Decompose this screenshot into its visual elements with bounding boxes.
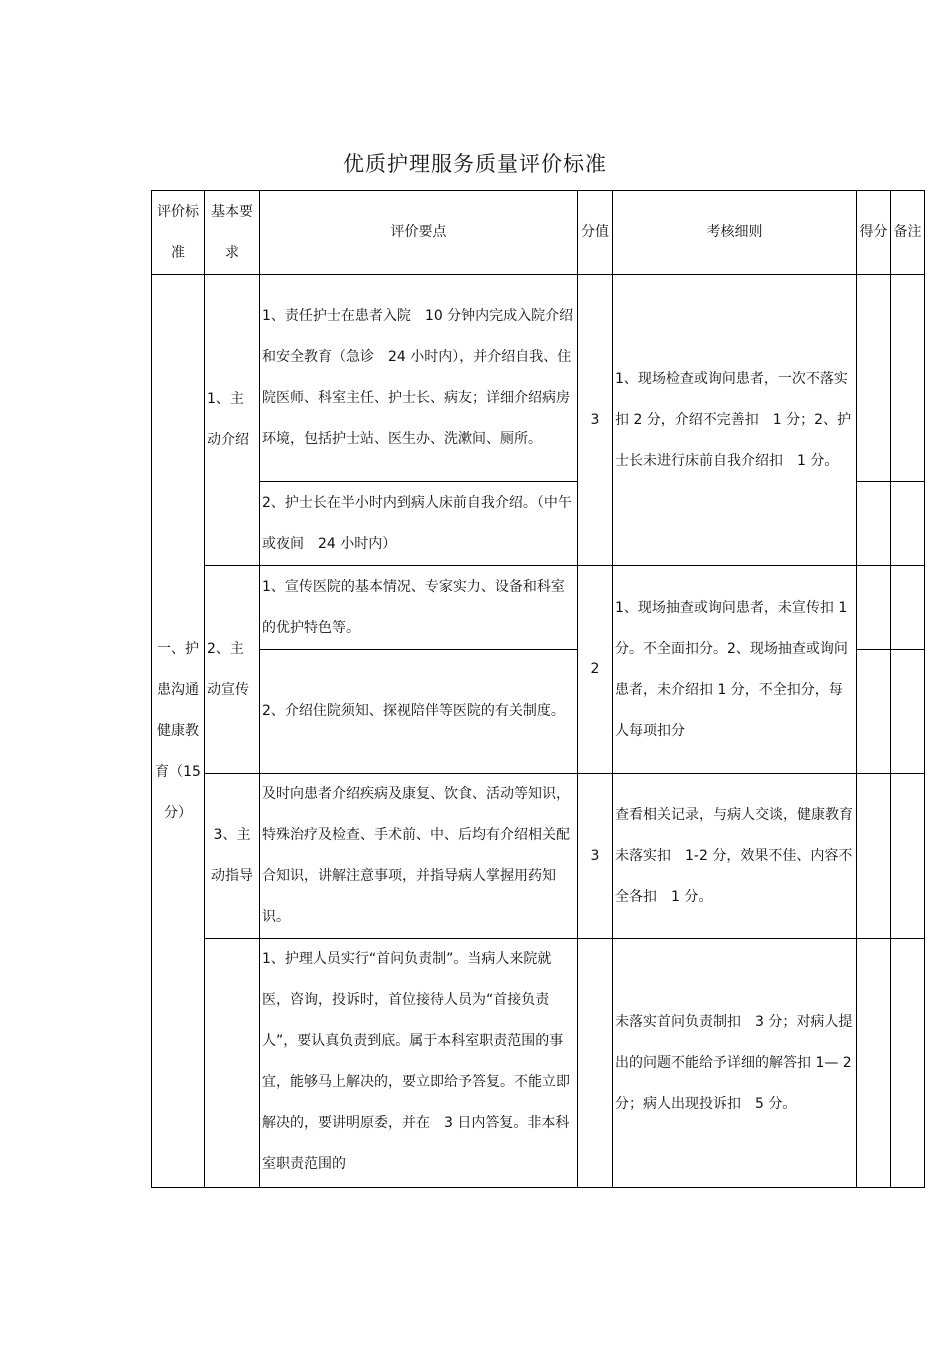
req3-label: 3、主动指导 — [205, 774, 260, 939]
req2-rules: 1、现场抽查或询问患者，未宣传扣 1 分。不全面扣分。2、现场抽查或询问患者，未介绍扣 1 分，不全扣分，每人每项扣分 — [613, 566, 857, 774]
header-criteria: 评价标准 — [152, 191, 205, 275]
header-score: 分值 — [578, 191, 613, 275]
req1-point1: 1、责任护士在患者入院 10 分钟内完成入院介绍和安全教育（急诊 24 小时内），并介绍自我、住院医师、科室主任、护士长、病友；详细介绍病房环境，包括护士站、医生办、洗漱间、厕所。 — [260, 275, 578, 482]
req1-score: 3 — [578, 275, 613, 566]
req4-score-cell — [578, 939, 613, 1188]
req1b-remark-cell — [891, 482, 925, 566]
table-row — [152, 275, 925, 482]
header-rules: 考核细则 — [613, 191, 857, 275]
req4-rules: 未落实首问负责制扣 3 分；对病人提出的问题不能给予详细的解答扣 1— 2 分；病人出现投诉扣 5 分。 — [613, 939, 857, 1188]
req2b-got-cell — [857, 650, 891, 774]
req3-rules: 查看相关记录，与病人交谈，健康教育未落实扣 1-2 分，效果不佳、内容不全各扣 1 分。 — [613, 774, 857, 939]
req4-remark-cell — [891, 939, 925, 1188]
req2-label: 2、主动宣传 — [205, 566, 260, 774]
header-points: 评价要点 — [260, 191, 578, 275]
header-got: 得分 — [857, 191, 891, 275]
req1-rules: 1、现场检查或询问患者，一次不落实扣 2 分，介绍不完善扣 1 分；2、护士长未进行床前自我介绍扣 1 分。 — [613, 275, 857, 566]
table-row — [152, 566, 925, 650]
req3-got-cell — [857, 774, 891, 939]
section-label: 一、护患沟通健康教育（15分） — [152, 275, 205, 1188]
req1-point2: 2、护士长在半小时内到病人床前自我介绍。（中午或夜间 24 小时内） — [260, 482, 578, 566]
req2-score: 2 — [578, 566, 613, 774]
req2b-remark-cell — [891, 650, 925, 774]
header-basic: 基本要求 — [205, 191, 260, 275]
req4-got-cell — [857, 939, 891, 1188]
req1-got-cell — [857, 275, 891, 482]
req3-score: 3 — [578, 774, 613, 939]
evaluation-table — [151, 190, 925, 1188]
req2-point2: 2、介绍住院须知、探视陪伴等医院的有关制度。 — [260, 650, 578, 774]
req1-remark-cell — [891, 275, 925, 482]
req4-point: 1、护理人员实行“首问负责制”。当病人来院就医，咨询，投诉时，首位接待人员为“首接负责人”，要认真负责到底。属于本科室职责范围的事宜，能够马上解决的，要立即给予答复。不能立即解决的，要讲明原委，并在 3 日内答复。非本科室职责范围的 — [260, 939, 578, 1188]
page-title: 优质护理服务质量评价标准 — [343, 152, 607, 176]
req2-remark-cell — [891, 566, 925, 650]
header-remark: 备注 — [891, 191, 925, 275]
req3-point: 及时向患者介绍疾病及康复、饮食、活动等知识，特殊治疗及检查、手术前、中、后均有介绍相关配合知识，讲解注意事项，并指导病人掌握用药知识。 — [260, 774, 578, 939]
req2-point1: 1、宣传医院的基本情况、专家实力、设备和科室的优护特色等。 — [260, 566, 578, 650]
req1b-got-cell — [857, 482, 891, 566]
req2-got-cell — [857, 566, 891, 650]
table-row — [152, 939, 925, 1188]
req4-label-cell — [205, 939, 260, 1188]
header-row — [152, 191, 925, 275]
req3-remark-cell — [891, 774, 925, 939]
req1-label: 1、主动介绍 — [205, 275, 260, 566]
table-row — [152, 774, 925, 939]
